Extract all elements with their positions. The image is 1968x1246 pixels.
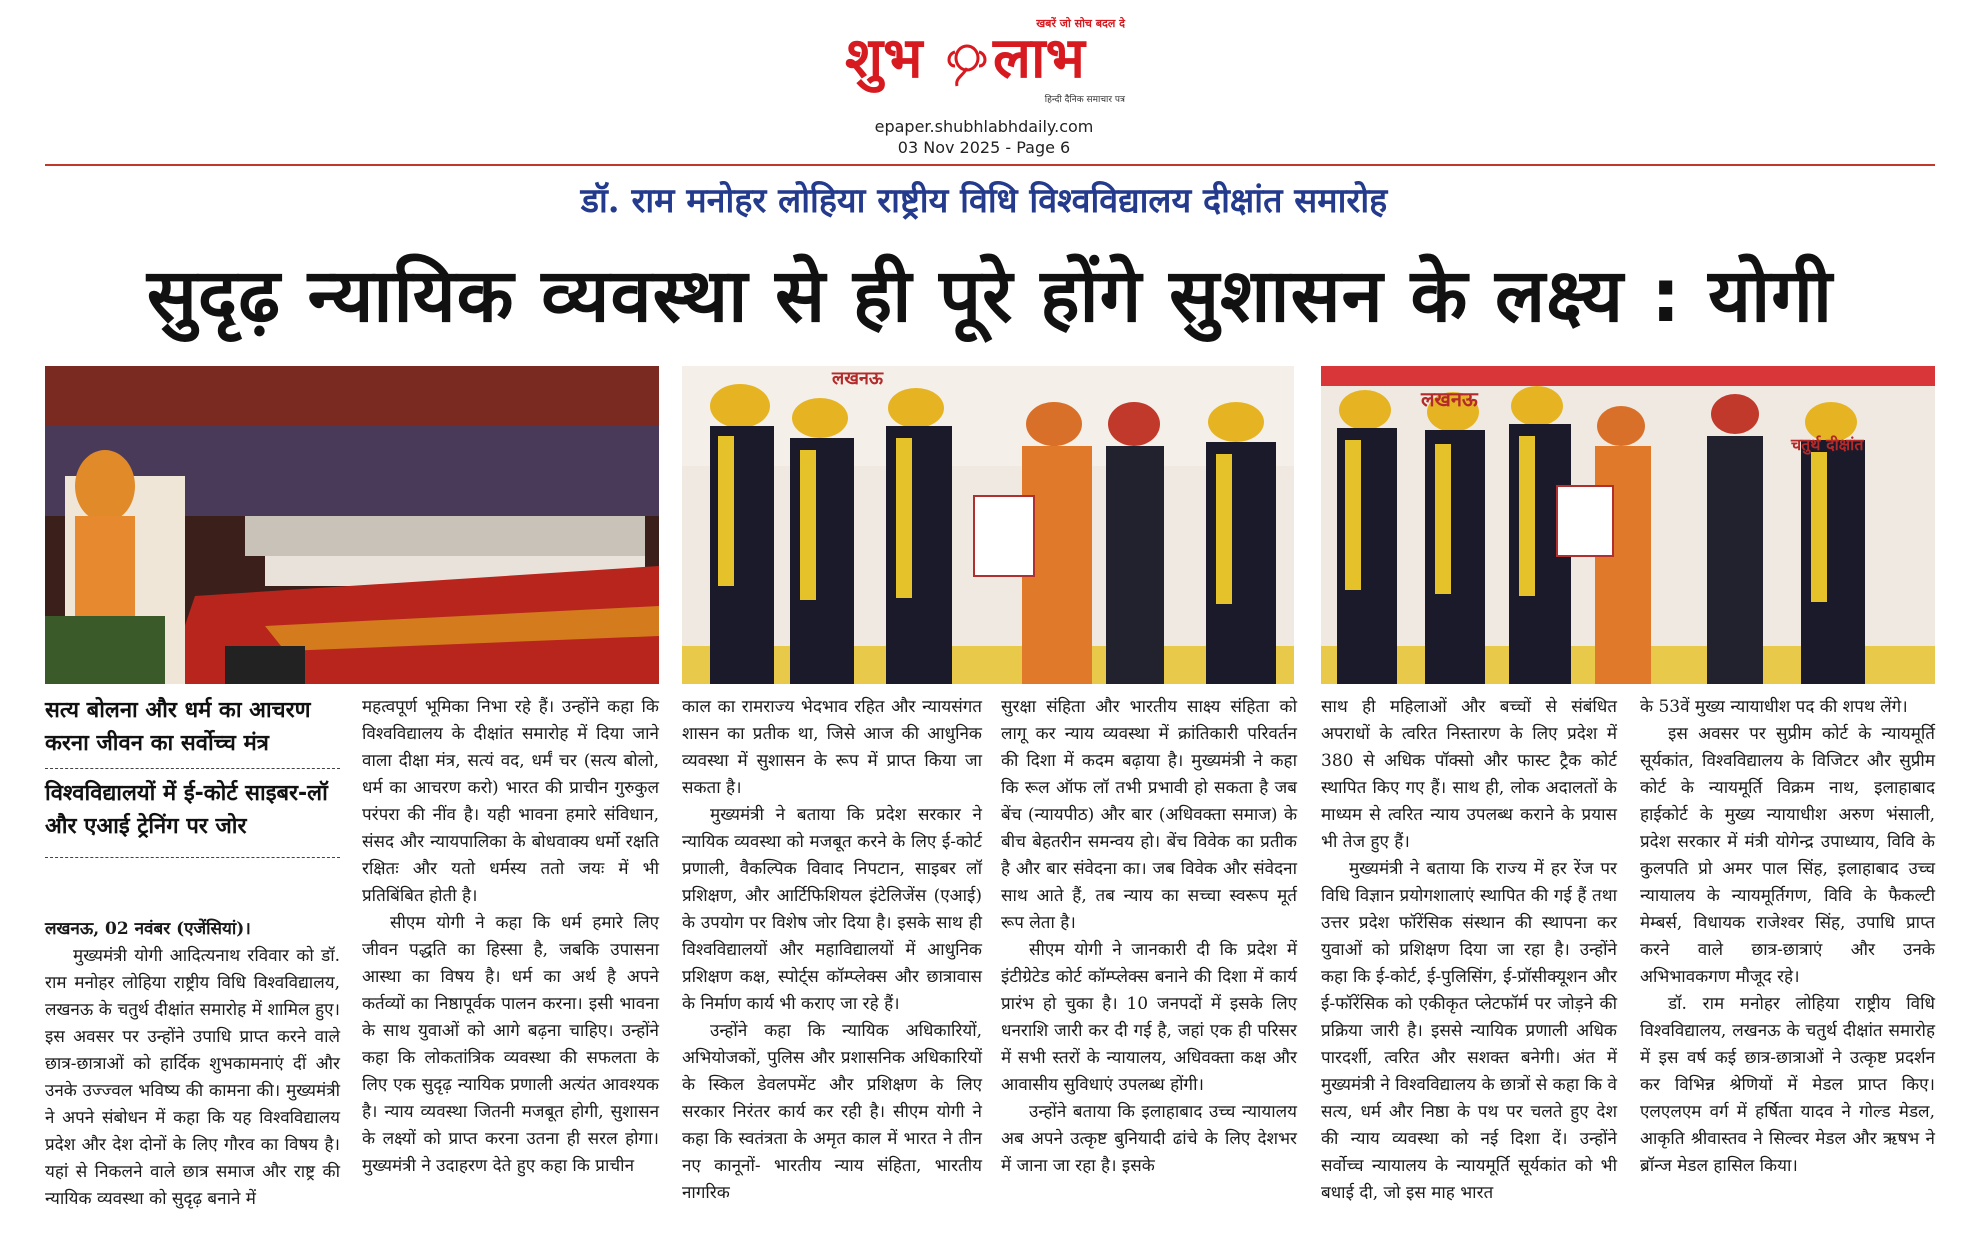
article-sidebar — [45, 692, 340, 864]
article-headline: सुदृढ़ न्यायिक व्यवस्था से ही पूरे होंगे सुशासन के लक्ष्य : योगी — [146, 253, 1834, 339]
paragraph: सुरक्षा संहिता और भारतीय साक्ष्य संहिता को लागू कर न्याय व्यवस्था में क्रांतिकारी परिवर्तन की दिशा में कदम बढ़ाया है। मुख्यमंत्री ने कहा कि रूल ऑफ लॉ तभी प्रभावी हो सकता है जब बेंच (न्यायपीठ) और बार (अधिवक्ता समाज) के बीच बेहतरीन समन्वय हो। बेंच विवेक का प्रतीक है और बार संवेदना का। जब विवेक और संवेदना साथ आते हैं, तब न्याय का सच्चा स्वरूप मूर्त रूप लेता है। — [1001, 697, 1297, 933]
dateline: लखनऊ, 02 नवंबर (एजेंसियां)। — [45, 919, 251, 939]
epaper-url: epaper.shubhlabhdaily.com — [874, 117, 1094, 136]
pull-quote-2: विश्वविद्यालयों में ई-कोर्ट साइबर-लॉ और एआई ट्रेनिंग पर जोर — [45, 768, 340, 851]
paragraph: मुख्यमंत्री योगी आदित्यनाथ रविवार को डॉ. राम मनोहर लोहिया राष्ट्रीय विधि विश्वविद्यालय, लखनऊ के चतुर्थ दीक्षांत समारोह में शामिल हुए। इस अवसर पर उन्होंने उपाधि प्राप्त करने वाले छात्र-छात्राओं को हार्दिक शुभकामनाएं दीं और उनके उज्ज्वल भविष्य की कामना की। मुख्यमंत्री ने अपने संबोधन में कहा कि यह विश्वविद्यालय प्रदेश और देश दोनों के लिए गौरव का विषय है। यहां से निकलने वाले छात्र समाज और राष्ट्र की न्यायिक व्यवस्था को सुदृढ़ बनाने में — [45, 946, 340, 1209]
sidebar-divider — [45, 857, 340, 858]
logo-tagline: खबरें जो सोच बदल दे — [1036, 17, 1125, 30]
paragraph: सीएम योगी ने कहा कि धर्म हमारे लिए जीवन पद्धति का हिस्सा है, जबकि उपासना आस्था का विषय है। धर्म का अर्थ है अपने कर्तव्यों का निष्ठापूर्वक पालन करना। इसी भावना के साथ युवाओं को आगे बढ़ना चाहिए। उन्होंने कहा कि लोकतांत्रिक व्यवस्था की सफलता के लिए एक सुदृढ़ न्यायिक प्रणाली अत्यंत आवश्यक है। न्याय व्यवस्था जितनी मजबूत होगी, सुशासन के लक्ष्यों को प्राप्त करना उतना ही सरल होगा। मुख्यमंत्री ने उदाहरण देते हुए कहा कि प्राचीन — [362, 913, 659, 1176]
photo-degree-presentation-2 — [1321, 366, 1935, 684]
paragraph: मुख्यमंत्री ने बताया कि प्रदेश सरकार ने न्यायिक व्यवस्था को मजबूत करने के लिए ई-कोर्ट प्रणाली, वैकल्पिक विवाद निपटान, साइबर लॉ प्रशिक्षण, और आर्टिफिशियल इंटेलिजेंस (एआई) के उपयोग पर विशेष जोर दिया है। इसके साथ ही विश्वविद्यालयों और महाविद्यालयों में आधुनिक प्रशिक्षण कक्ष, स्पोर्ट्स कॉम्प्लेक्स और छात्रावास के निर्माण कार्य भी कराए जा रहे हैं। — [682, 805, 982, 1014]
logo-word-left: शुभ — [845, 25, 923, 91]
photo3-banner-text: लखनऊ — [1421, 387, 1478, 411]
article-kicker: डॉ. राम मनोहर लोहिया राष्ट्रीय विधि विश्वविद्यालय दीक्षांत समारोह — [580, 181, 1388, 221]
logo-word-right: लाभ — [993, 25, 1085, 91]
paragraph: काल का रामराज्य भेदभाव रहित और न्यायसंगत शासन का प्रतीक था, जिसे आज की आधुनिक व्यवस्था में सुशासन के रूप में प्राप्त किया जा सकता है। — [682, 697, 982, 798]
masthead-divider — [45, 164, 1935, 166]
edition-date-page: 03 Nov 2025 - Page 6 — [897, 138, 1071, 157]
paragraph: इस अवसर पर सुप्रीम कोर्ट के न्यायमूर्ति सूर्यकांत, विश्वविद्यालय के विजिटर और सुप्रीम कोर्ट के न्यायमूर्ति विक्रम नाथ, इलाहाबाद हाईकोर्ट के मुख्य न्यायाधीश अरुण भंसाली, प्रदेश सरकार में मंत्री योगेन्द्र उपाध्याय, विवि के कुलपति प्रो अमर पाल सिंह, इलाहाबाद उच्च न्यायालय के न्यायमूर्तिगण, विवि के फैकल्टी मेम्बर्स, विधायक राजेश्वर सिंह, उपाधि प्राप्त करने वाले छात्र-छात्राएं और उनके अभिभावकगण मौजूद रहे। — [1640, 724, 1935, 987]
paragraph: उन्होंने कहा कि न्यायिक अधिकारियों, अभियोजकों, पुलिस और प्रशासनिक अधिकारियों के स्किल डेवलपमेंट और प्रशिक्षण के लिए सरकार निरंतर कार्य कर रही है। सीएम योगी ने कहा कि स्वतंत्रता के अमृत काल में भारत ने तीन नए कानूनों- भारतीय न्याय संहिता, भारतीय नागरिक — [682, 1021, 982, 1203]
newspaper-logo — [835, 8, 1135, 108]
paragraph: सीएम योगी ने जानकारी दी कि प्रदेश में इंटीग्रेटेड कोर्ट कॉम्प्लेक्स बनाने की दिशा में कार्य प्रारंभ हो चुका है। 10 जनपदों में इसके लिए धनराशि जारी कर दी गई है, जहां एक ही परिसर में सभी स्तरों के न्यायालय, अधिवक्ता कक्ष और आवासीय सुविधाएं उपलब्ध होंगी। — [1001, 940, 1297, 1095]
logo-subtag: हिन्दी दैनिक समाचार पत्र — [1044, 95, 1125, 105]
paragraph: डॉ. राम मनोहर लोहिया राष्ट्रीय विधि विश्वविद्यालय, लखनऊ के चतुर्थ दीक्षांत समारोह में इस वर्ष कई छात्र-छात्राओं ने उत्कृष्ट प्रदर्शन कर विभिन्न श्रेणियों में मेडल प्राप्त किए। एलएलएम वर्ग में हर्षिता यादव ने गोल्ड मेडल, आकृति श्रीवास्तव ने सिल्वर मेडल और ऋषभ ने ब्रॉन्ज मेडल हासिल किया। — [1640, 994, 1935, 1176]
paragraph: मुख्यमंत्री ने बताया कि राज्य में हर रेंज पर विधि विज्ञान प्रयोगशालाएं स्थापित की गई हैं तथा उत्तर प्रदेश फॉरेंसिक संस्थान की स्थापना कर युवाओं को प्रशिक्षण दिया जा रहा है। उन्होंने कहा कि ई-कोर्ट, ई-पुलिसिंग, ई-प्रॉसीक्यूशन और ई-फॉरेंसिक को एकीकृत प्लेटफॉर्म पर जोड़ने की प्रक्रिया जारी है। इससे न्यायिक प्रणाली अधिक पारदर्शी, त्वरित और सशक्त बनेगी। अंत में मुख्यमंत्री ने विश्वविद्यालय के छात्रों से कहा कि वे सत्य, धर्म और निष्ठा के पथ पर चलते हुए देश की न्याय व्यवस्था को नई दिशा दें। उन्होंने सर्वोच्च न्यायालय के न्यायमूर्ति सूर्यकांत को भी बधाई दी, जो इस माह भारत — [1321, 859, 1617, 1203]
article-column-3 — [682, 694, 982, 1207]
photo2-banner-text: लखनऊ — [832, 368, 884, 389]
paragraph: उन्होंने बताया कि इलाहाबाद उच्च न्यायालय अब अपने उत्कृष्ट बुनियादी ढांचे के लिए देशभर में जाना जा रहा है। इसके — [1001, 1102, 1297, 1176]
ganesha-emblem-icon — [945, 38, 989, 90]
photo-auditorium — [45, 366, 659, 684]
article-column-2 — [362, 694, 659, 1180]
paragraph: के 53वें मुख्य न्यायाधीश पद की शपथ लेंगे। — [1640, 697, 1908, 717]
masthead-logo — [835, 8, 1135, 108]
paragraph: साथ ही महिलाओं और बच्चों से संबंधित अपराधों के त्वरित निस्तारण के लिए प्रदेश में 380 से अधिक पॉक्सो और फास्ट ट्रैक कोर्ट स्थापित किए गए हैं। साथ ही, लोक अदालतों के माध्यम से त्वरित न्याय उपलब्ध कराने के प्रयास भी तेज हुए हैं। — [1321, 697, 1617, 852]
article-column-6 — [1640, 694, 1935, 1180]
photo-degree-presentation-1 — [682, 366, 1294, 684]
photo3-banner-text-2: चतुर्थ दीक्षांत — [1791, 435, 1864, 454]
pull-quote-1: सत्य बोलना और धर्म का आचरण करना जीवन का सर्वोच्च मंत्र — [45, 698, 311, 756]
article-column-5 — [1321, 694, 1617, 1207]
paragraph: महत्वपूर्ण भूमिका निभा रहे हैं। उन्होंने कहा कि विश्वविद्यालय के दीक्षांत समारोह में दिया जाने वाला दीक्षा मंत्र, सत्यं वद, धर्मं चर (सत्य बोलो, धर्म का आचरण करो) भारत की प्राचीन गुरुकुल परंपरा की नींव है। यही भावना हमारे संविधान, संसद और न्यायपालिका के बोधवाक्य धर्मो रक्षति रक्षितः और यतो धर्मस्य ततो जयः में भी प्रतिबिंबित होती है। — [362, 697, 659, 906]
article-column-4 — [1001, 694, 1297, 1180]
article-column-1 — [45, 916, 340, 1213]
